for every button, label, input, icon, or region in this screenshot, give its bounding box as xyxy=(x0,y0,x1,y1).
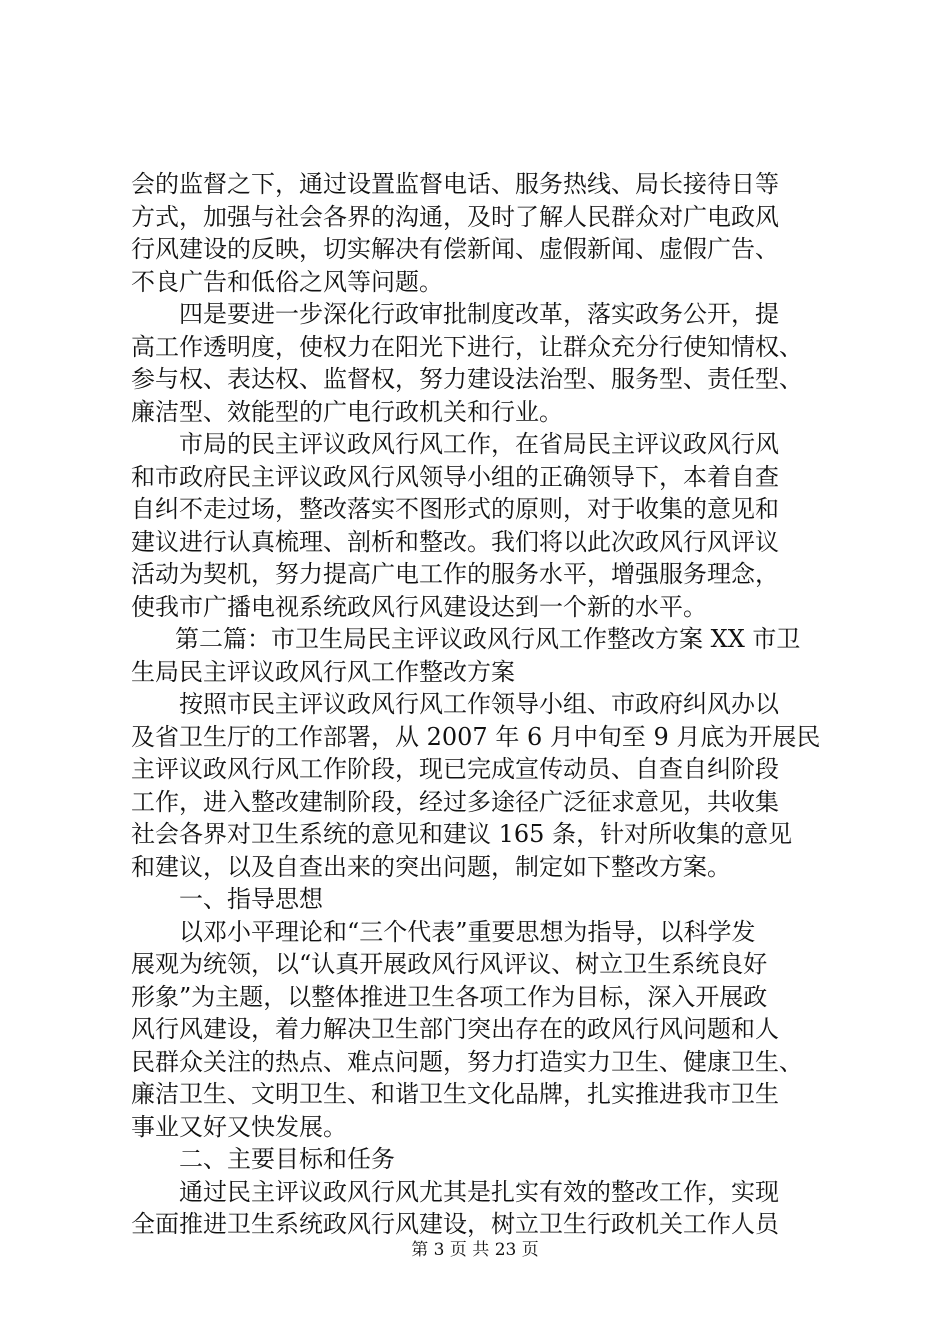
text-line: 参与权、表达权、监督权，努力建设法治型、服务型、责任型、 xyxy=(131,365,803,393)
text-line: 市局的民主评议政风行风工作，在省局民主评议政风行风 xyxy=(179,430,779,458)
text-line: 建议进行认真梳理、剖析和整改。我们将以此次政风行风评议 xyxy=(131,527,779,556)
text-line: 和建议，以及自查出来的突出问题，制定如下整改方案。 xyxy=(131,852,731,881)
text-line: 一、指导思想 xyxy=(179,885,323,913)
text-line: 第二篇：市卫生局民主评议政风行风工作整改方案 XX 市卫 xyxy=(175,625,801,653)
text-line: 自纠不走过场，整改落实不图形式的原则，对于收集的意见和 xyxy=(131,495,779,523)
text-line: 以邓小平理论和“三个代表”重要思想为指导，以科学发 xyxy=(179,917,756,946)
text-line: 社会各界对卫生系统的意见和建议 165 条，针对所收集的意见 xyxy=(131,820,793,848)
text-line: 活动为契机，努力提高广电工作的服务水平，增强服务理念， xyxy=(131,560,779,588)
text-line: 及省卫生厅的工作部署，从 2007 年 6 月中旬至 9 月底为开展民 xyxy=(131,722,821,751)
text-line: 廉洁型、效能型的广电行政机关和行业。 xyxy=(131,397,563,426)
text-line: 行风建设的反映，切实解决有偿新闻、虚假新闻、虚假广告、 xyxy=(131,235,779,263)
text-line: 主评议政风行风工作阶段，现已完成宣传动员、自查自纠阶段 xyxy=(131,755,779,783)
document-body xyxy=(131,168,841,1241)
text-line: 全面推进卫生系统政风行风建设，树立卫生行政机关工作人员 xyxy=(131,1210,779,1238)
text-line: 四是要进一步深化行政审批制度改革，落实政务公开，提 xyxy=(179,300,779,328)
text-line: 方式，加强与社会各界的沟通，及时了解人民群众对广电政风 xyxy=(131,202,779,231)
text-line: 工作，进入整改建制阶段，经过多途径广泛征求意见，共收集 xyxy=(131,787,779,816)
text-line: 形象”为主题，以整体推进卫生各项工作为目标，深入开展政 xyxy=(131,982,768,1011)
page-footer: 第 3 页 共 23 页 xyxy=(411,1240,539,1260)
text-line: 民群众关注的热点、难点问题，努力打造实力卫生、健康卫生、 xyxy=(131,1047,803,1076)
text-line: 风行风建设，着力解决卫生部门突出存在的政风行风问题和人 xyxy=(131,1015,779,1043)
text-line: 生局民主评议政风行风工作整改方案 xyxy=(131,657,515,686)
text-line: 使我市广播电视系统政风行风建设达到一个新的水平。 xyxy=(131,592,707,621)
text-line: 不良广告和低俗之风等问题。 xyxy=(131,267,443,296)
text-line: 会的监督之下，通过设置监督电话、服务热线、局长接待日等 xyxy=(131,170,779,198)
text-line: 和市政府民主评议政风行风领导小组的正确领导下，本着自查 xyxy=(131,462,779,491)
text-line: 通过民主评议政风行风尤其是扎实有效的整改工作，实现 xyxy=(179,1177,779,1206)
text-line: 按照市民主评议政风行风工作领导小组、市政府纠风办以 xyxy=(179,690,779,718)
text-line: 高工作透明度，使权力在阳光下进行，让群众充分行使知情权、 xyxy=(131,332,803,361)
text-line: 二、主要目标和任务 xyxy=(179,1145,395,1173)
text-line: 展观为统领，以“认真开展政风行风评议、树立卫生系统良好 xyxy=(131,950,768,978)
text-line: 廉洁卫生、文明卫生、和谐卫生文化品牌，扎实推进我市卫生 xyxy=(131,1080,779,1108)
text-line: 事业又好又快发展。 xyxy=(131,1112,347,1141)
